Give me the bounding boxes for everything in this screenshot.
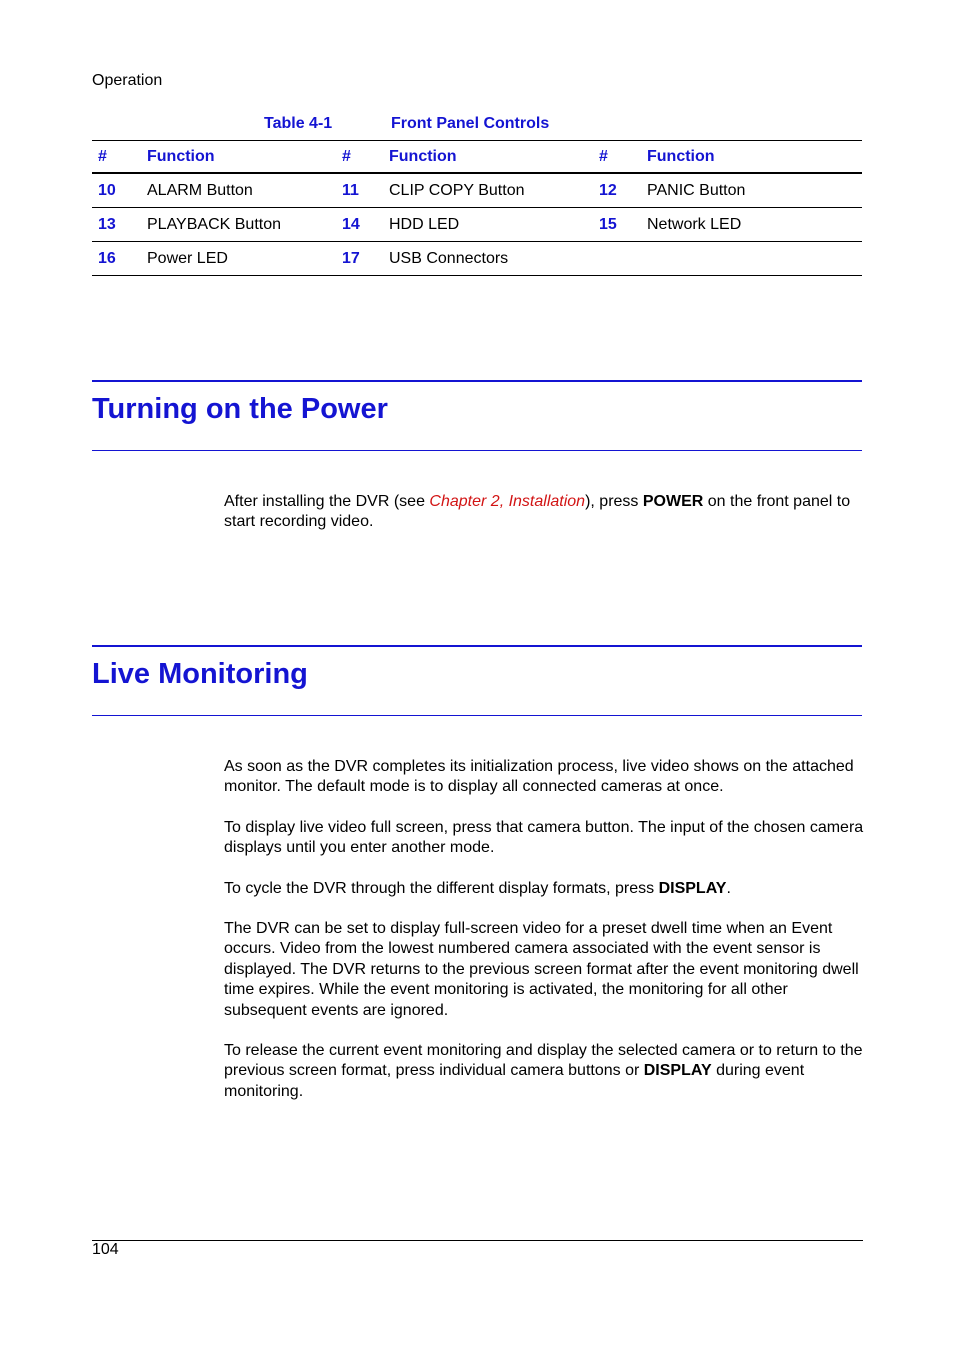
control-function: Network LED [641,208,862,242]
text-run: To release the current event monitoring and display the selected camera or to return to the previous screen format, press individual camera buttons or [224,1042,863,1080]
page-number: 104 [92,1241,119,1258]
column-header-function: Function [383,141,593,174]
live-paragraph-4: The DVR can be set to display full-screen video for a preset dwell time when an Event occurs. Video from the lowest numbered camera associated with the event sensor is displayed. The DVR returns to the previous screen format after the event monitoring dwell time expires. While the event monitoring is activated, the monitoring for all other subsequent events are ignored. [224,920,859,1019]
control-number: 13 [92,208,141,242]
live-paragraph-3 [224,879,864,899]
control-number [593,242,641,276]
table-header-row [92,141,862,174]
table-caption-number: Table 4-1 [264,115,333,132]
control-number: 17 [336,242,383,276]
column-header-number: # [593,141,641,174]
column-header-number: # [336,141,383,174]
section-rule-bottom [92,715,862,716]
live-paragraph-1: As soon as the DVR completes its initialization process, live video shows on the attached monitor. The default mode is to display all connected cameras at once. [224,758,854,796]
text-run: After installing the DVR (see [224,493,430,510]
control-function [641,242,862,276]
control-number: 15 [593,208,641,242]
power-keyword: POWER [642,493,704,510]
control-function: PANIC Button [641,173,862,208]
text-run: during event monitoring. [224,1062,805,1100]
live-paragraph-5 [224,1041,864,1102]
control-function: ALARM Button [141,173,336,208]
text-run: on the front panel to start recording video. [224,493,851,531]
column-header-number: # [92,141,141,174]
table-caption-title: Front Panel Controls [391,115,550,132]
table-row [92,208,862,242]
control-function: PLAYBACK Button [141,208,336,242]
column-header-function: Function [141,141,336,174]
footer-rule [92,1240,863,1241]
display-keyword: DISPLAY [643,1062,712,1080]
power-paragraph [224,492,864,533]
control-number: 14 [336,208,383,242]
text-run: ), press [585,493,643,510]
column-header-function: Function [641,141,862,174]
section-heading-live-monitoring: Live Monitoring [92,658,308,690]
control-number: 10 [92,173,141,208]
control-function: HDD LED [383,208,593,242]
control-number: 16 [92,242,141,276]
section-heading-power: Turning on the Power [92,393,388,425]
table-row [92,173,862,208]
display-keyword: DISPLAY [658,880,727,897]
live-paragraph-2: To display live video full screen, press that camera button. The input of the chosen camera displays until you enter another mode. [224,819,864,857]
control-function: CLIP COPY Button [383,173,593,208]
section-rule-bottom [92,450,862,451]
running-header: Operation [92,72,163,89]
control-function: USB Connectors [383,242,593,276]
table-row [92,242,862,276]
front-panel-controls-table [92,140,862,276]
chapter-cross-reference-link[interactable]: Chapter 2, Installation [429,493,586,510]
text-run: . [726,880,731,897]
control-function: Power LED [141,242,336,276]
section-rule-top [92,380,862,382]
control-number: 11 [336,173,383,208]
control-number: 12 [593,173,641,208]
section-rule-top [92,645,862,647]
text-run: To cycle the DVR through the different display formats, press [224,880,659,897]
